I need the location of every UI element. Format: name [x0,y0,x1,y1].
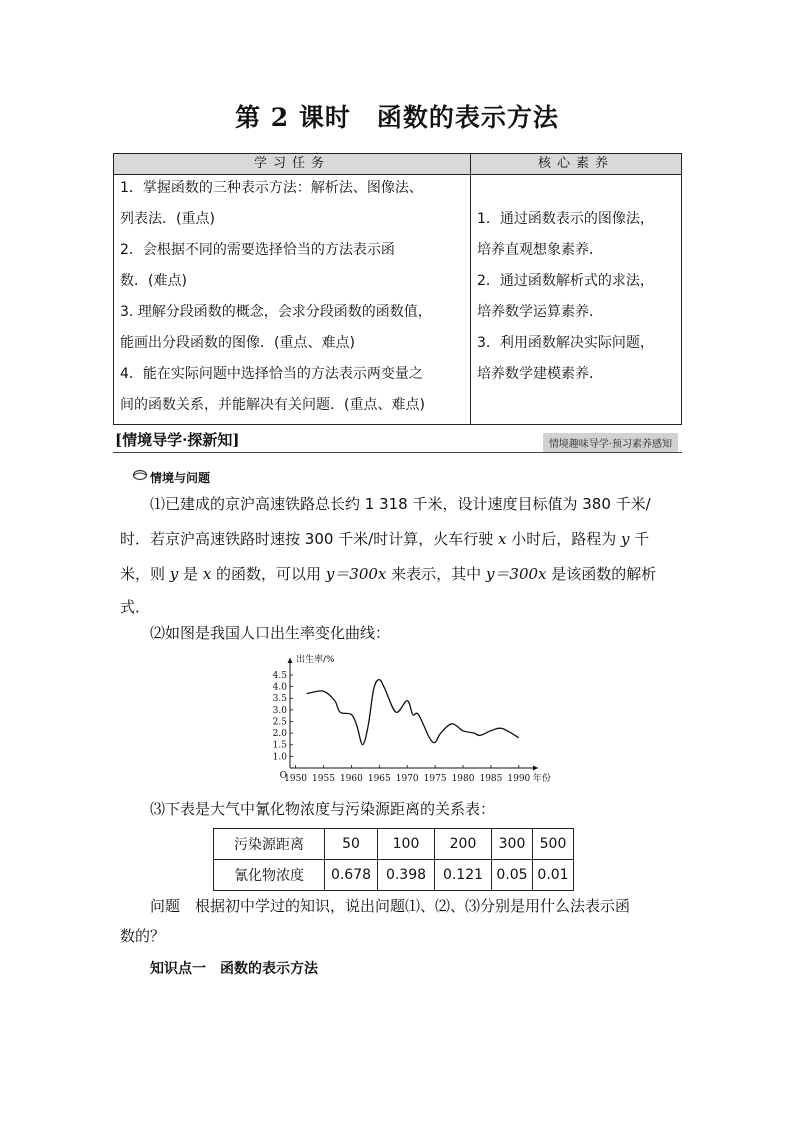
literacy-line: 3．利用函数解决实际问题， [477,335,654,351]
objective-line: 间的函数关系，并能解决有关问题．(重点、难点) [120,397,425,413]
question-line: 问题 根据初中学过的知识，说出问题⑴、⑵、⑶分别是用什么法表示函 [150,897,631,915]
objective-line: 1．掌握函数的三种表示方法：解析法、图像法、 [120,180,423,196]
table-cell: 0.01 [533,860,574,891]
y-tick-label: 4.0 [272,682,287,693]
paragraph-2: ⑵如图是我国人口出生率变化曲线： [150,624,391,642]
table-row-label: 污染源距离 [214,829,325,860]
table-cell: 300 [492,829,533,860]
y-tick-label: 1.0 [272,752,287,763]
objectives-header-row [114,154,681,175]
y-tick-label: 3.5 [272,694,287,705]
y-tick-label: 4.5 [272,670,287,681]
x-tick-label: 1965 [367,774,391,784]
literacy-line: 2．通过函数解析式的求法， [477,273,654,289]
objective-line: 列表法．(重点) [120,211,215,227]
subheading: 情境与问题 [150,471,211,485]
y-tick-label: 2.5 [272,717,287,728]
knowledge-point-heading: 知识点一 函数的表示方法 [150,961,318,977]
objective-line: 数．(难点) [120,273,187,289]
table-row-label: 氰化物浓度 [214,860,325,891]
literacy-line: 培养直观想象素养． [477,242,603,258]
chart-x-label: 年份 [532,774,551,784]
chart-y-label: 出生率/% [296,655,335,665]
table-row [214,860,574,891]
paragraph-1-line: 时．若京沪高速铁路时速按 300 千米/时计算，火车行驶 x 小时后，路程为 y 千 [120,530,650,548]
objective-line: 2．会根据不同的需要选择恰当的方法表示函 [120,242,395,258]
table-cell: 50 [325,829,378,860]
x-tick-label: 1960 [339,774,363,784]
table-cell: 0.398 [378,860,435,891]
cyanide-distance-table [213,828,574,891]
section-title: [情境导学·探新知] [115,431,240,449]
birth-rate-chart [262,650,552,788]
origin-label: O [279,771,287,781]
formula: y＝300x [485,565,547,583]
section-tag: 情境趣味导学·预习素养感知 [543,433,678,452]
table-cell: 0.121 [435,860,492,891]
table-cell: 500 [533,829,574,860]
objective-line: 3. 理解分段函数的概念，会求分段函数的函数值， [120,304,432,320]
objectives-table [113,153,682,425]
objectives-left-header: 学习任务 [253,156,330,171]
section-banner [113,430,682,453]
x-tick-label: 1950 [284,774,308,784]
y-tick-label: 1.5 [272,740,287,751]
x-tick-label: 1975 [423,774,447,784]
question-line: 数的？ [120,927,166,945]
paragraph-1-line: 式． [120,598,151,616]
table-cell: 200 [435,829,492,860]
leaf-icon [132,468,148,482]
x-tick-label: 1990 [507,774,531,784]
paragraph-3: ⑶下表是大气中氰化物浓度与污染源距离的关系表： [150,800,496,818]
formula: y＝300x [325,565,387,583]
page-title: 第 2 课时 函数的表示方法 [235,103,559,132]
table-cell: 0.678 [325,860,378,891]
objectives-right-header: 核心素养 [537,156,614,171]
objectives-column-divider [470,154,471,424]
objective-line: 4．能在实际问题中选择恰当的方法表示两变量之 [120,366,423,382]
y-tick-label: 3.0 [272,705,287,716]
literacy-line: 1．通过函数表示的图像法， [477,211,654,227]
birth-rate-series-line [307,680,519,745]
objective-line: 能画出分段函数的图像．(重点、难点) [120,335,355,351]
x-tick-label: 1985 [479,774,503,784]
paragraph-1-line: ⑴已建成的京沪高速铁路总长约 1 318 千米，设计速度目标值为 380 千米/ [150,495,651,513]
paragraph-1-line: 米，则 y 是 x 的函数，可以用 y＝300x 来表示，其中 y＝300x 是该函数的解析 [120,565,657,583]
x-tick-label: 1955 [312,774,335,784]
literacy-line: 培养数学建模素养． [477,366,603,382]
literacy-line: 培养数学运算素养． [477,304,603,320]
y-tick-label: 2.0 [272,729,287,740]
table-cell: 100 [378,829,435,860]
table-cell: 0.05 [492,860,533,891]
x-axis-arrow-icon [533,766,538,771]
x-tick-label: 1970 [395,774,419,784]
table-row [214,829,574,860]
y-axis-arrow-icon [288,658,293,663]
x-tick-label: 1980 [451,774,475,784]
